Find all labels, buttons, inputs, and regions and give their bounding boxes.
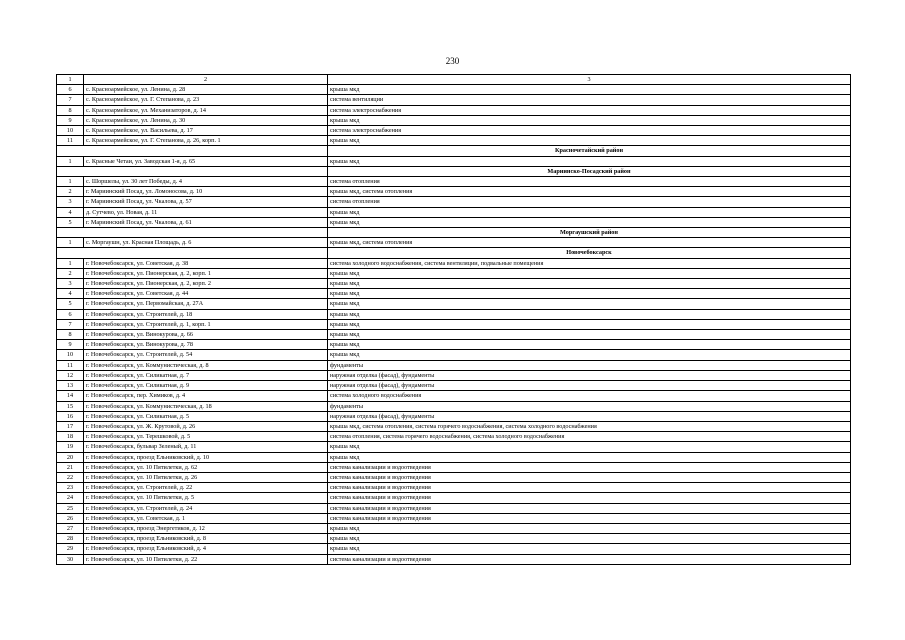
table-row (57, 156, 851, 166)
row-number: 19 (57, 442, 84, 452)
row-address: г. Новочебоксарск, ул. Силикатная, д. 7 (84, 370, 328, 380)
row-number: 3 (57, 197, 84, 207)
row-address: г. Новочебоксарск, ул. Коммунистическая, д. 8 (84, 360, 328, 370)
row-number: 13 (57, 381, 84, 391)
row-address: г. Новочебоксарск, ул. Силикатная, д. 9 (84, 381, 328, 391)
row-address: г. Новочебоксарск, проезд Ельниковский, д. 4 (84, 544, 328, 554)
table-row (57, 309, 851, 319)
row-address: д. Сутчево, ул. Новая, д. 11 (84, 207, 328, 217)
table-row (57, 299, 851, 309)
row-number: 16 (57, 411, 84, 421)
table-row (57, 442, 851, 452)
document-table (56, 74, 851, 565)
row-work-type: крыша мкд (328, 309, 851, 319)
row-address: г. Новочебоксарск, проезд Ельниковский, д. 10 (84, 452, 328, 462)
row-address: г. Новочебоксарск, ул. Советская, д. 38 (84, 258, 328, 268)
row-address: г. Новочебоксарск, ул. 10 Пятилетки, д. 62 (84, 462, 328, 472)
table-row (57, 401, 851, 411)
row-number: 7 (57, 319, 84, 329)
table-row (57, 258, 851, 268)
row-work-type: наружная отделка (фасад), фундаменты (328, 370, 851, 380)
table-row (57, 370, 851, 380)
row-number: 5 (57, 217, 84, 227)
table-row (57, 217, 851, 227)
row-work-type: крыша мкд, система отопления (328, 187, 851, 197)
table-row (57, 268, 851, 278)
row-address: г. Новочебоксарск, бульвар Зеленый, д. 11 (84, 442, 328, 452)
header-cell-2: 2 (84, 75, 328, 85)
section-row (57, 228, 851, 238)
row-address: г. Новочебоксарск, ул. Пионерская, д. 2, корп. 2 (84, 279, 328, 289)
section-row (57, 146, 851, 156)
row-number: 6 (57, 85, 84, 95)
row-address: с. Моргаушн, ул. Красная Площадь, д. 6 (84, 238, 328, 248)
row-work-type: крыша мкд (328, 115, 851, 125)
row-address: г. Новочебоксарск, ул. Ж. Крутовой, д. 26 (84, 421, 328, 431)
row-number: 10 (57, 350, 84, 360)
row-number: 4 (57, 207, 84, 217)
row-number: 28 (57, 534, 84, 544)
table-row (57, 207, 851, 217)
table-row (57, 95, 851, 105)
row-number: 22 (57, 472, 84, 482)
table-row (57, 115, 851, 125)
row-work-type: система канализации и водоотведения (328, 554, 851, 564)
row-work-type: крыша мкд, система отопления (328, 238, 851, 248)
row-work-type: крыша мкд (328, 85, 851, 95)
row-number: 25 (57, 503, 84, 513)
section-row (57, 166, 851, 176)
table-row (57, 177, 851, 187)
row-number: 4 (57, 289, 84, 299)
row-address: г. Новочебоксарск, проезд Ельниковский, д. 8 (84, 534, 328, 544)
row-work-type: крыша мкд (328, 534, 851, 544)
table-row (57, 432, 851, 442)
row-work-type: крыша мкд (328, 217, 851, 227)
row-work-type: крыша мкд (328, 330, 851, 340)
row-work-type: крыша мкд (328, 544, 851, 554)
row-work-type: наружная отделка (фасад), фундаменты (328, 411, 851, 421)
row-number: 30 (57, 554, 84, 564)
table-row (57, 187, 851, 197)
row-work-type: система электроснабжения (328, 105, 851, 115)
row-work-type: система канализации и водоотведения (328, 483, 851, 493)
table-row (57, 421, 851, 431)
table-row (57, 319, 851, 329)
row-work-type: система канализации и водоотведения (328, 493, 851, 503)
row-work-type: крыша мкд (328, 136, 851, 146)
row-address: г. Новочебоксарск, ул. Советская, д. 1 (84, 513, 328, 523)
row-address: г. Новочебоксарск, ул. Строителей, д. 22 (84, 483, 328, 493)
row-address: г. Новочебоксарск, ул. 10 Пятилетки, д. 26 (84, 472, 328, 482)
table-row (57, 197, 851, 207)
row-number: 1 (57, 177, 84, 187)
row-address: г. Новочебоксарск, ул. Первомайская, д. 27А (84, 299, 328, 309)
row-number: 15 (57, 401, 84, 411)
row-number: 6 (57, 309, 84, 319)
row-address: г. Новочебоксарск, ул. Строителей, д. 1, корп. 1 (84, 319, 328, 329)
table-row (57, 85, 851, 95)
row-address: г. Новочебоксарск, ул. Винокурова, д. 78 (84, 340, 328, 350)
row-address: г. Новочебоксарск, ул. Пионерская, д. 2, корп. 1 (84, 268, 328, 278)
row-address: г. Новочебоксарск, ул. Винокурова, д. 66 (84, 330, 328, 340)
row-address: г. Новочебоксарск, ул. Силикатная, д. 5 (84, 411, 328, 421)
table-row (57, 136, 851, 146)
table-row (57, 411, 851, 421)
table-row (57, 493, 851, 503)
section-spacer (57, 146, 328, 156)
row-work-type: система холодного водоснабжения, система вентиляции, подвальные помещения (328, 258, 851, 268)
row-work-type: фундаменты (328, 401, 851, 411)
row-number: 29 (57, 544, 84, 554)
row-address: г. Новочебоксарск, ул. Коммунистическая, д. 18 (84, 401, 328, 411)
row-number: 10 (57, 126, 84, 136)
header-cell-1: 1 (57, 75, 84, 85)
row-address: г. Новочебоксарск, ул. Терешковой, д. 5 (84, 432, 328, 442)
header-cell-3: 3 (328, 75, 851, 85)
row-work-type: крыша мкд (328, 350, 851, 360)
row-address: г. Новочебоксарск, пер. Химиков, д. 4 (84, 391, 328, 401)
table-row (57, 105, 851, 115)
row-work-type: система вентиляции (328, 95, 851, 105)
row-number: 11 (57, 360, 84, 370)
row-number: 11 (57, 136, 84, 146)
row-address: г. Мариинский Посад, ул. Ломоносова, д. 10 (84, 187, 328, 197)
section-title: Красночетайский район (328, 146, 851, 156)
document-table-body (57, 75, 851, 565)
row-work-type: крыша мкд (328, 340, 851, 350)
table-row (57, 381, 851, 391)
row-work-type: крыша мкд (328, 207, 851, 217)
row-address: г. Новочебоксарск, ул. Строителей, д. 18 (84, 309, 328, 319)
table-row (57, 483, 851, 493)
page-number: 230 (445, 56, 460, 66)
row-address: с. Шоршелы, ул. 30 лет Победы, д. 4 (84, 177, 328, 187)
row-address: г. Новочебоксарск, ул. Строителей, д. 54 (84, 350, 328, 360)
row-address: г. Новочебоксарск, ул. 10 Пятилетки, д. 5 (84, 493, 328, 503)
row-work-type: система отопления (328, 197, 851, 207)
row-number: 20 (57, 452, 84, 462)
row-address: г. Новочебоксарск, ул. Советская, д. 44 (84, 289, 328, 299)
row-work-type: система канализации и водоотведения (328, 513, 851, 523)
row-number: 8 (57, 330, 84, 340)
row-number: 2 (57, 268, 84, 278)
row-number: 26 (57, 513, 84, 523)
row-number: 5 (57, 299, 84, 309)
row-work-type: система электроснабжения (328, 126, 851, 136)
row-number: 8 (57, 105, 84, 115)
row-work-type: система отопления, система горячего водоснабжения, система холодного водоснабжения (328, 432, 851, 442)
row-address: г. Новочебоксарск, ул. Строителей, д. 24 (84, 503, 328, 513)
section-spacer (57, 248, 328, 258)
row-number: 23 (57, 483, 84, 493)
row-work-type: система холодного водоснабжения (328, 391, 851, 401)
row-address: с. Красноармейское, ул. Г. Степанова, д. 26, корп. 1 (84, 136, 328, 146)
table-header-row (57, 75, 851, 85)
row-address: г. Новочебоксарск, ул. 10 Пятилетки, д. 22 (84, 554, 328, 564)
row-number: 3 (57, 279, 84, 289)
row-work-type: система канализации и водоотведения (328, 462, 851, 472)
row-number: 9 (57, 115, 84, 125)
table-row (57, 126, 851, 136)
row-address: г. Новочебоксарск, проезд Энергетиков, д. 12 (84, 523, 328, 533)
row-number: 14 (57, 391, 84, 401)
row-address: с. Красноармейское, ул. Ленина, д. 30 (84, 115, 328, 125)
table-row (57, 360, 851, 370)
table-row (57, 523, 851, 533)
section-title: Новочебоксарск (328, 248, 851, 258)
row-work-type: система канализации и водоотведения (328, 503, 851, 513)
row-work-type: крыша мкд (328, 319, 851, 329)
row-address: с. Красноармейское, ул. Ленина, д. 28 (84, 85, 328, 95)
row-work-type: крыша мкд, система отопления, система горячего водоснабжения, система холодного водоснабжения (328, 421, 851, 431)
table-row (57, 350, 851, 360)
row-number: 9 (57, 340, 84, 350)
row-work-type: система канализации и водоотведения (328, 472, 851, 482)
table-row (57, 452, 851, 462)
row-number: 21 (57, 462, 84, 472)
table-row (57, 462, 851, 472)
table-row (57, 513, 851, 523)
row-work-type: крыша мкд (328, 442, 851, 452)
row-number: 1 (57, 258, 84, 268)
table-row (57, 238, 851, 248)
table-row (57, 330, 851, 340)
row-address: г. Мариинский Посад, ул. Чкалова, д. 61 (84, 217, 328, 227)
table-row (57, 554, 851, 564)
row-work-type: крыша мкд (328, 268, 851, 278)
row-work-type: крыша мкд (328, 523, 851, 533)
row-work-type: фундаменты (328, 360, 851, 370)
table-row (57, 544, 851, 554)
section-row (57, 248, 851, 258)
row-work-type: крыша мкд (328, 289, 851, 299)
section-spacer (57, 228, 328, 238)
table-row (57, 534, 851, 544)
row-work-type: крыша мкд (328, 299, 851, 309)
row-address: с. Красные Четаи, ул. Заводская 1-я, д. 65 (84, 156, 328, 166)
row-number: 27 (57, 523, 84, 533)
row-number: 24 (57, 493, 84, 503)
table-row (57, 472, 851, 482)
table-row (57, 279, 851, 289)
table-row (57, 391, 851, 401)
row-work-type: система отопления (328, 177, 851, 187)
table-row (57, 289, 851, 299)
row-number: 18 (57, 432, 84, 442)
row-work-type: крыша мкд (328, 156, 851, 166)
row-number: 17 (57, 421, 84, 431)
row-work-type: наружная отделка (фасад), фундаменты (328, 381, 851, 391)
row-number: 7 (57, 95, 84, 105)
row-number: 2 (57, 187, 84, 197)
row-number: 12 (57, 370, 84, 380)
section-title: Моргаушский район (328, 228, 851, 238)
row-address: с. Красноармейское, ул. Механизаторов, д. 14 (84, 105, 328, 115)
row-address: г. Мариинский Посад, ул. Чкалова, д. 57 (84, 197, 328, 207)
row-work-type: крыша мкд (328, 279, 851, 289)
row-address: с. Красноармейское, ул. Г. Степанова, д. 23 (84, 95, 328, 105)
table-row (57, 340, 851, 350)
row-number: 1 (57, 156, 84, 166)
section-spacer (57, 166, 328, 176)
row-number: 1 (57, 238, 84, 248)
row-address: с. Красноармейское, ул. Васильева, д. 17 (84, 126, 328, 136)
row-work-type: крыша мкд (328, 452, 851, 462)
table-row (57, 503, 851, 513)
section-title: Мариинско-Посадский район (328, 166, 851, 176)
